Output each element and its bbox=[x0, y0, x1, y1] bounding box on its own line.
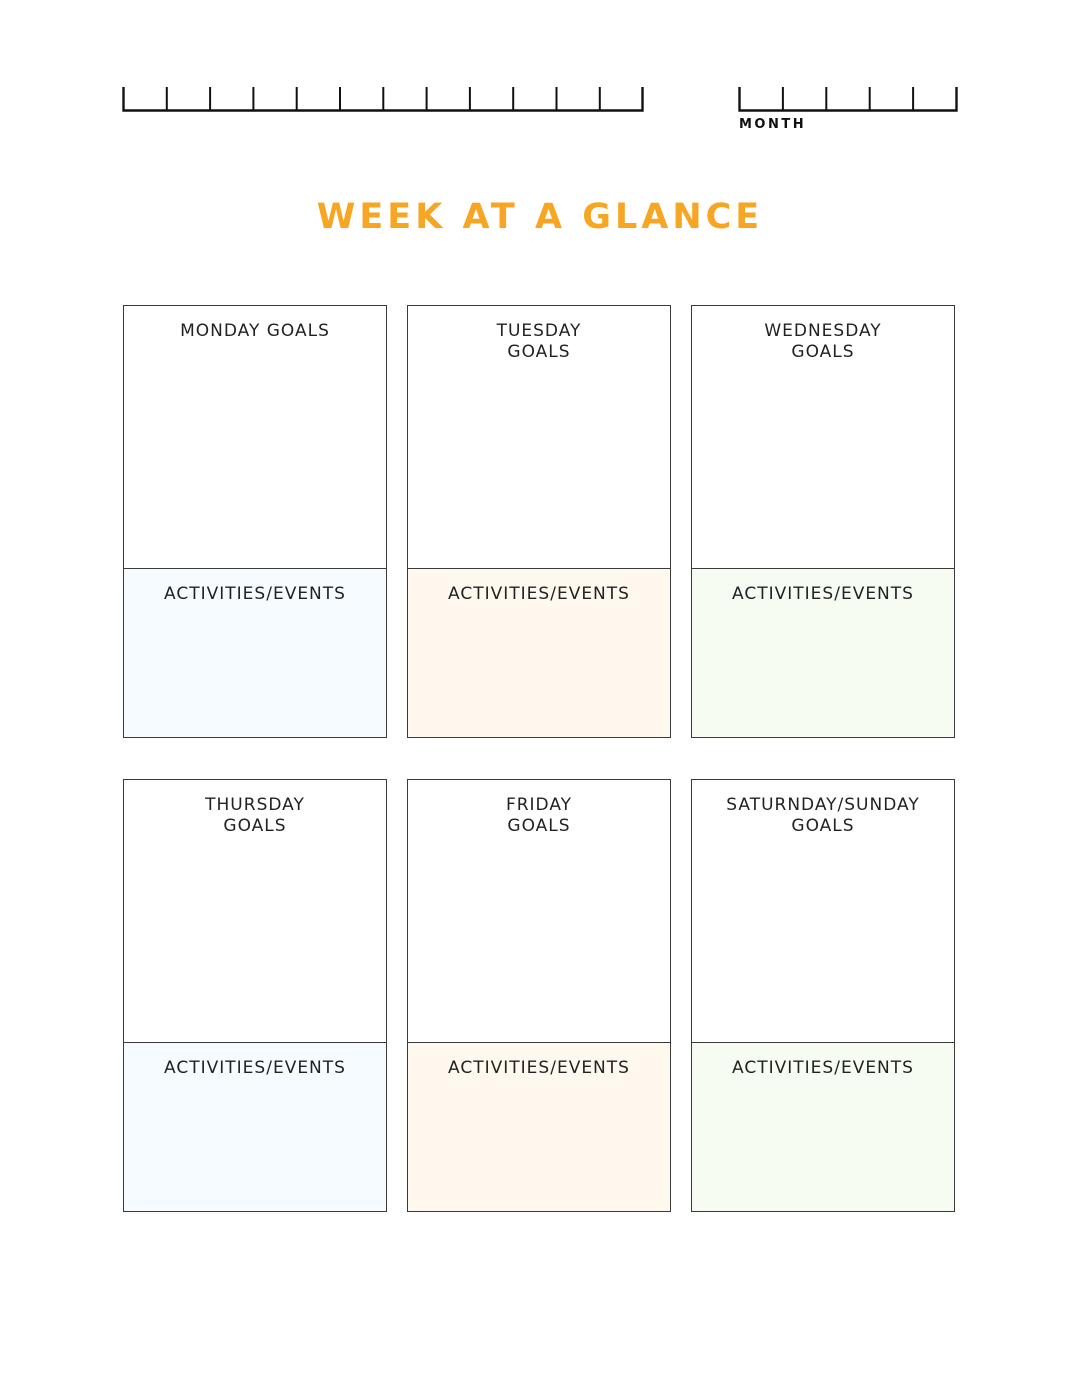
month-tick-field[interactable] bbox=[738, 85, 960, 113]
friday-goals-label: FRIDAY GOALS bbox=[505, 795, 573, 836]
monday-goals-label: MONDAY GOALS bbox=[180, 321, 330, 341]
weekend-goals-area[interactable] bbox=[692, 780, 954, 1043]
wednesday-goals-area[interactable] bbox=[692, 306, 954, 569]
weekend-activities-label: ACTIVITIES/EVENTS bbox=[732, 1058, 914, 1078]
month-label: MONTH bbox=[739, 117, 807, 132]
tuesday-goals-area[interactable] bbox=[408, 306, 670, 569]
friday-activities-area[interactable] bbox=[408, 1043, 670, 1211]
monday-activities-label: ACTIVITIES/EVENTS bbox=[164, 584, 346, 604]
monday-activities-area[interactable] bbox=[124, 569, 386, 737]
day-card-tuesday bbox=[407, 305, 671, 738]
thursday-activities-label: ACTIVITIES/EVENTS bbox=[164, 1058, 346, 1078]
day-card-friday bbox=[407, 779, 671, 1212]
friday-goals-area[interactable] bbox=[408, 780, 670, 1043]
thursday-goals-label: THURSDAY GOALS bbox=[205, 795, 305, 836]
name-tick-field[interactable] bbox=[122, 85, 646, 113]
tuesday-activities-label: ACTIVITIES/EVENTS bbox=[448, 584, 630, 604]
weekend-goals-label: SATURNDAY/SUNDAY GOALS bbox=[726, 795, 920, 836]
day-card-weekend bbox=[691, 779, 955, 1212]
friday-activities-label: ACTIVITIES/EVENTS bbox=[448, 1058, 630, 1078]
thursday-goals-area[interactable] bbox=[124, 780, 386, 1043]
weekend-activities-area[interactable] bbox=[692, 1043, 954, 1211]
thursday-activities-area[interactable] bbox=[124, 1043, 386, 1211]
day-card-monday bbox=[123, 305, 387, 738]
tuesday-activities-area[interactable] bbox=[408, 569, 670, 737]
monday-goals-area[interactable] bbox=[124, 306, 386, 569]
wednesday-activities-label: ACTIVITIES/EVENTS bbox=[732, 584, 914, 604]
wednesday-activities-area[interactable] bbox=[692, 569, 954, 737]
tuesday-goals-label: TUESDAY GOALS bbox=[496, 321, 582, 362]
day-card-wednesday bbox=[691, 305, 955, 738]
page-title: WEEK AT A GLANCE bbox=[316, 197, 764, 237]
wednesday-goals-label: WEDNESDAY GOALS bbox=[764, 321, 882, 362]
day-card-thursday bbox=[123, 779, 387, 1212]
